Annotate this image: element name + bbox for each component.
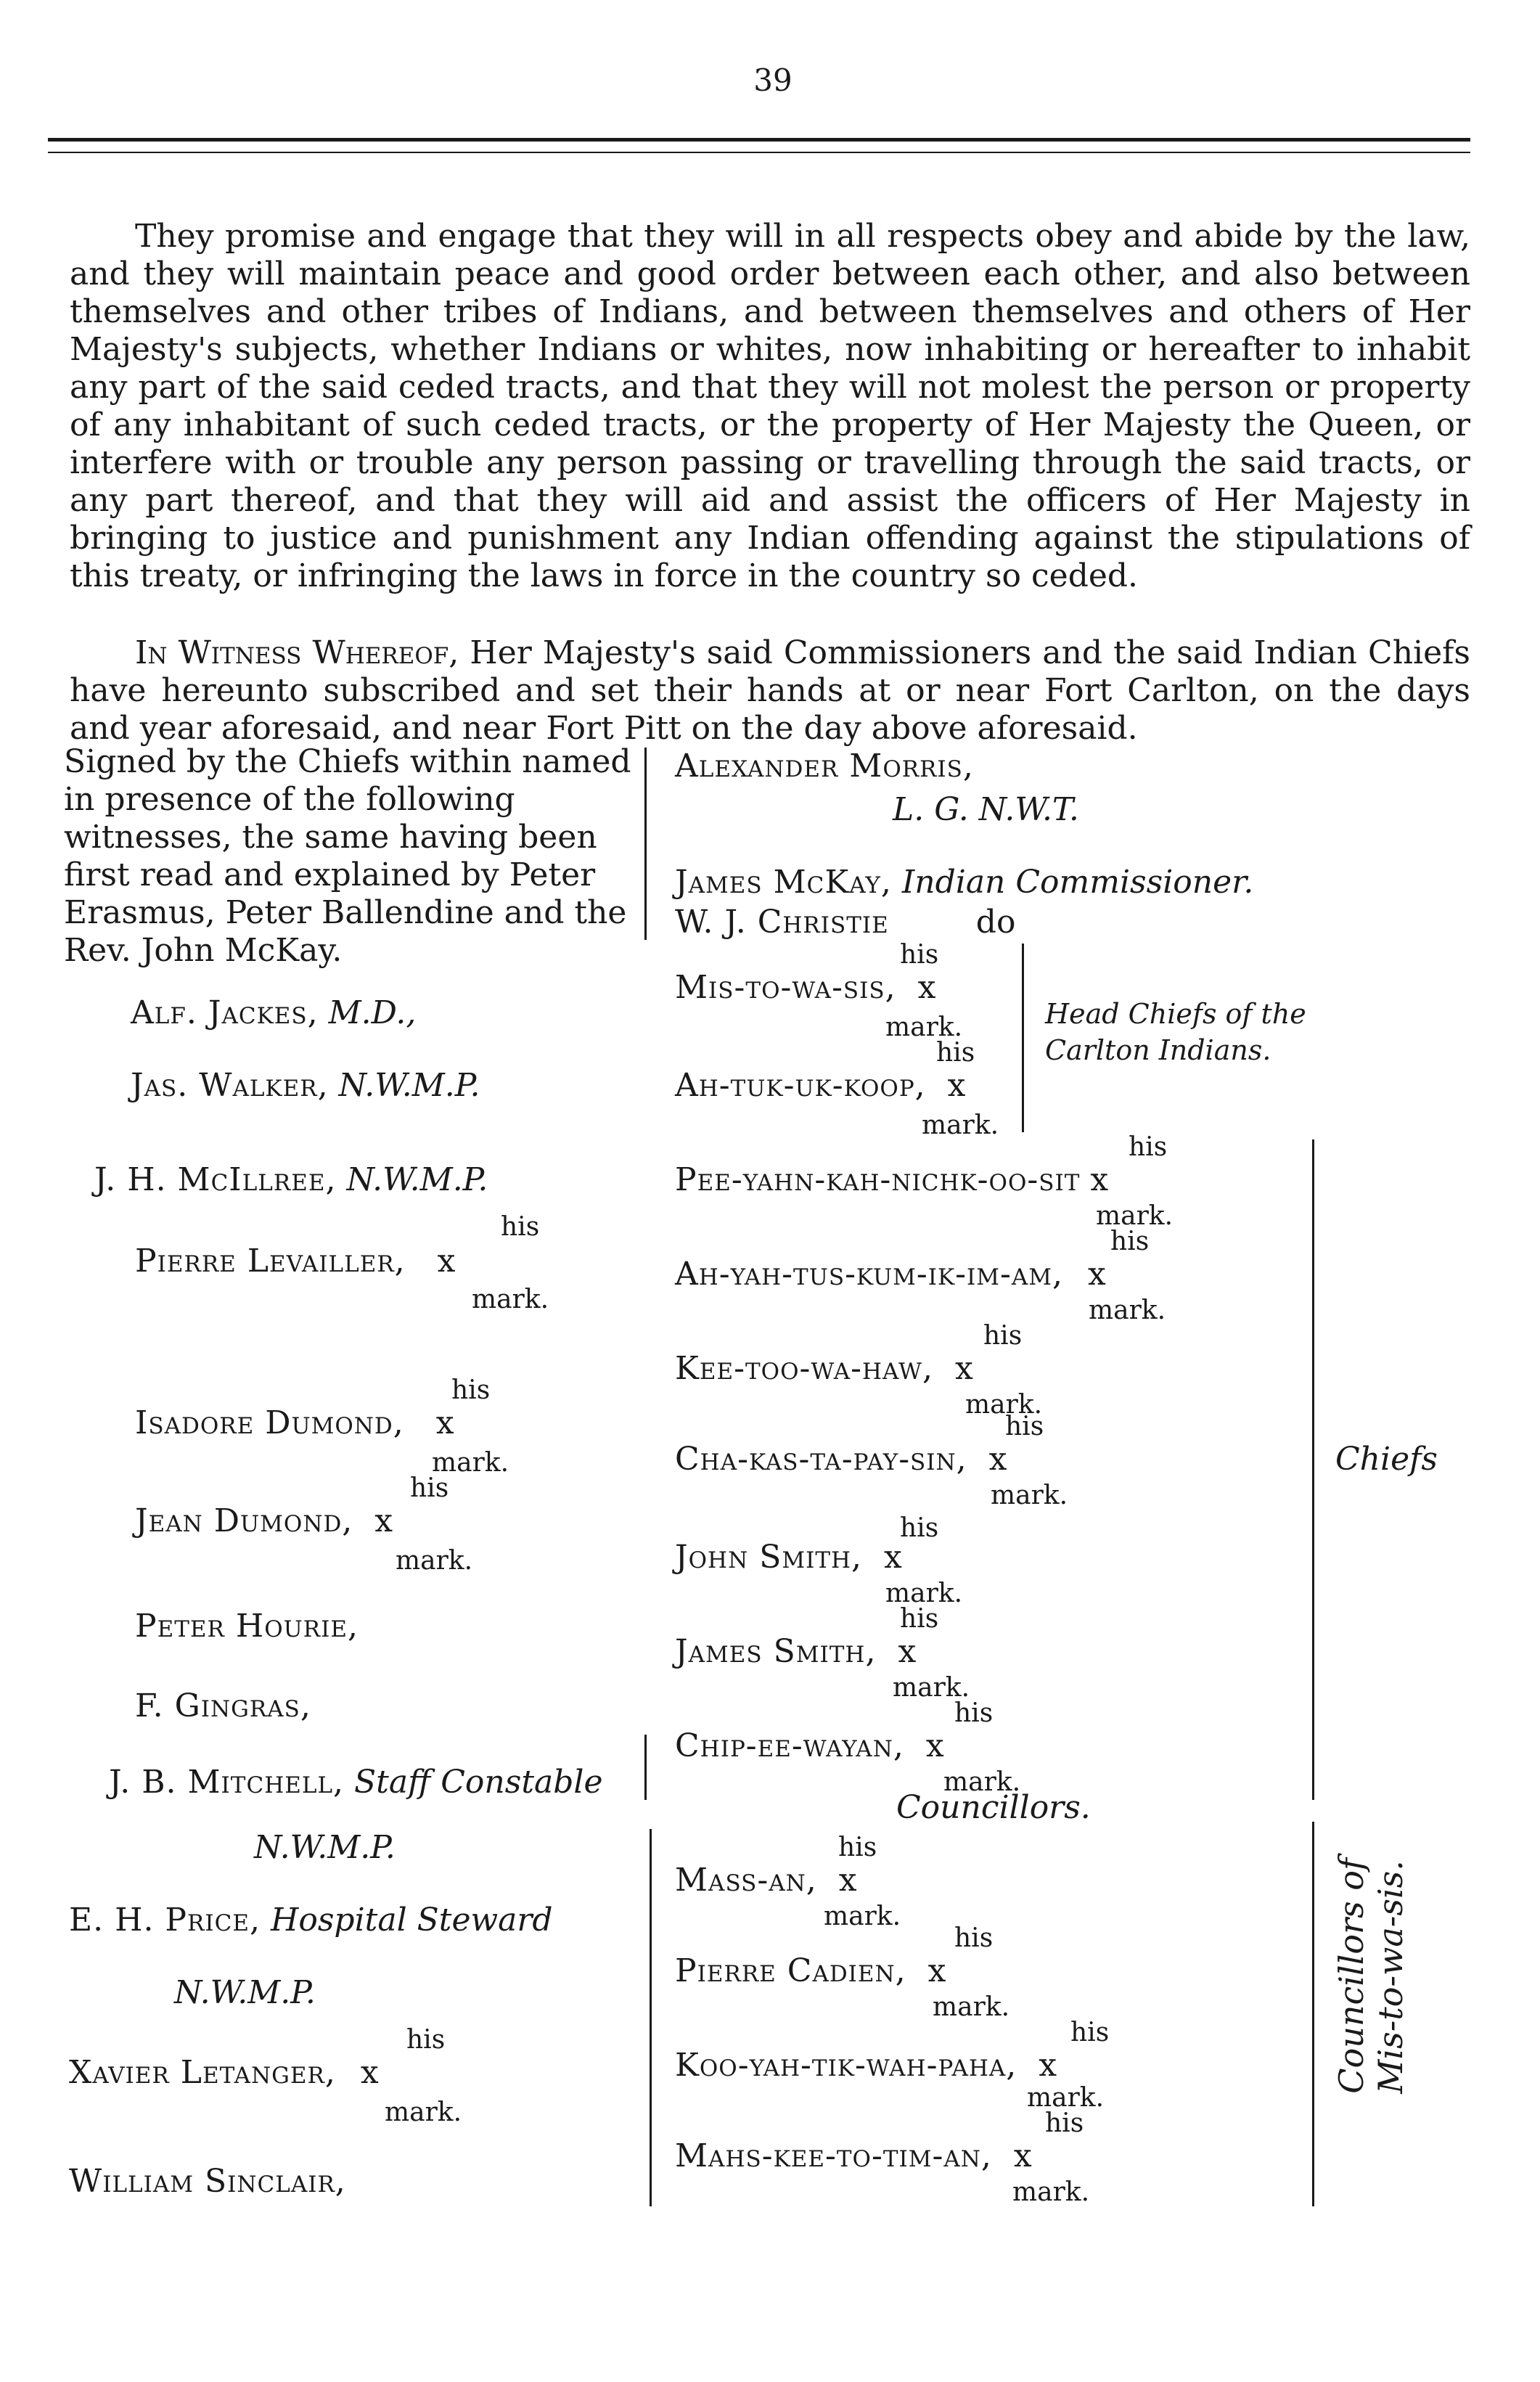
signatory-wj-christie: W. J. Christie do [675,904,1016,941]
signatory-pierre-cadien: Pierre Cadien, x [675,1952,946,1989]
witness-eh-price-force: N.W.M.P. [174,1974,316,2011]
signatory-ah-tuk-uk-koop: Ah-tuk-uk-koop, x [675,1067,966,1104]
mark-label: mark. [1027,2083,1105,2113]
signatory-james-mckay: James McKay, Indian Commissioner. [675,864,1254,901]
mark-label: mark. [385,2097,462,2127]
his-label: his [954,1923,994,1953]
mark-label: mark. [1096,1201,1174,1231]
mark-label: mark. [965,1390,1043,1420]
signatory-alexander-morris: Alexander Morris, [675,748,974,785]
mark-label: mark. [922,1110,999,1140]
in-witness-lead: In Witness Whereof, [135,634,459,671]
his-label: his [1045,2108,1084,2138]
his-label: his [900,940,939,970]
witness-jb-mitchell-force: N.W.M.P. [254,1829,396,1866]
his-label: his [1070,2018,1110,2047]
signatory-mass-an: Mass-an, x [675,1862,857,1899]
witness-f-gingras: F. Gingras, [135,1687,311,1724]
signatory-kee-too-wa-haw: Kee-too-wa-haw, x [675,1350,973,1387]
signatory-chip-ee-wayan: Chip-ee-wayan, x [675,1727,944,1764]
mark-label: mark. [1012,2177,1090,2207]
in-witness-paragraph [70,634,1470,748]
witness-statement: Signed by the Chiefs within named in presence of the following witnesses, the same having been first read and explained by Peter Erasmus, Peter Ballendine and the Rev. John McKay. [64,743,631,969]
signatory-ah-yah-tus-kum-ik-im-am: Ah-yah-tus-kum-ik-im-am, x [675,1256,1106,1293]
mark-label: mark. [396,1546,473,1576]
his-label: his [1005,1412,1044,1441]
witness-peter-hourie: Peter Hourie, [135,1608,359,1645]
witness-pierre-levailler: Pierre Levailler, x [135,1243,456,1280]
mark-label: mark. [885,1579,963,1608]
witness-isadore-dumond: Isadore Dumond, x [135,1404,454,1441]
mark-label: mark. [885,1012,963,1042]
his-label: his [936,1038,975,1068]
witness-alf-jackes: Alf. Jackes, M.D., [131,994,417,1031]
page-number: 39 [753,62,792,98]
mark-label: mark. [432,1448,509,1478]
councillors-right-brace [1312,1822,1314,2206]
his-label: his [900,1604,939,1634]
witness-mcillree: J. H. McIllree, N.W.M.P. [94,1161,488,1198]
in-witness-text: Her Majesty's said Commissioners and the said Indian Chiefs have hereunto subscribed and set their hands at or near Fort Carlton, on the days and year aforesaid, and near Fort Pitt on the day above aforesaid. [70,634,1471,747]
his-label: his [451,1375,491,1405]
councillors-of-label: Councillors of Mis-to-wa-sis. [1332,1858,1410,2094]
his-label: his [501,1212,540,1242]
chiefs-brace [1312,1139,1314,1800]
his-label: his [900,1513,939,1543]
councillors-heading: Councillors. [896,1789,1091,1826]
signatory-mahs-kee-to-tim-an: Mahs-kee-to-tim-an, x [675,2137,1032,2174]
treaty-obligation-paragraph: They promise and engage that they will in all respects obey and abide by the law, and they will maintain peace and good order between each other, and also between themselves and other tribes of Indians, and between themselves and others of Her Majesty's subjects, whether Indians or whites, now inhabiting or hereafter to inhabit any part of the said ceded tracts, and that they will not molest the person or property of any inhabitant of such ceded tracts, or the property of Her Majesty the Queen, or interfere with or trouble any person passing or travelling through the said tracts, or any part thereof, and that they will aid and assist the officers of Her Majesty in bringing to justice and punishment any Indian offending against the stipulations of this treaty, or infringing the laws in force in the country so ceded. [70,218,1470,594]
witness-xavier-letanger: Xavier Letanger, x [69,2054,379,2091]
witness-william-sinclair: William Sinclair, [69,2163,346,2200]
witness-jas-walker: Jas. Walker, N.W.M.P. [131,1067,480,1104]
mark-label: mark. [991,1481,1068,1510]
chiefs-label: Chiefs [1335,1441,1438,1478]
his-label: his [838,1833,877,1862]
his-label: his [406,2025,446,2055]
signatory-pee-yahn-kah-nichk-oo-sit: Pee-yahn-kah-nichk-oo-sit x [675,1161,1109,1198]
witness-jean-dumond: Jean Dumond, x [135,1502,393,1539]
signatory-alexander-morris-title: L. G. N.W.T. [893,791,1079,828]
signatory-koo-yah-tik-wah-paha: Koo-yah-tik-wah-paha, x [675,2047,1057,2084]
mark-label: mark. [824,1902,901,1931]
mark-label: mark. [472,1285,549,1314]
signatory-john-smith: John Smith, x [675,1539,902,1576]
witness-eh-price: E. H. Price, Hospital Steward [69,1902,553,1939]
signatory-james-smith: James Smith, x [675,1633,917,1670]
witness-statement-block [64,743,637,970]
his-label: his [410,1473,449,1503]
councillors-left-brace [650,1829,652,2206]
mark-label: mark. [893,1673,970,1703]
his-label: his [983,1321,1023,1351]
his-label: his [954,1698,994,1728]
head-chiefs-label-2: Carlton Indians. [1045,1034,1271,1066]
signatory-mis-to-wa-sis: Mis-to-wa-sis, x [675,969,936,1006]
mark-label: mark. [933,1992,1010,2022]
mark-label: mark. [943,1767,1021,1797]
head-chiefs-label-1: Head Chiefs of the [1045,998,1306,1030]
witness-jb-mitchell: J. B. Mitchell, Staff Constable [109,1764,603,1801]
header-double-rule [48,138,1470,153]
signatory-cha-kas-ta-pay-sin: Cha-kas-ta-pay-sin, x [675,1441,1007,1478]
his-label: his [1110,1227,1150,1256]
witness-list-brace [644,1735,647,1800]
his-label: his [1129,1132,1168,1162]
head-chiefs-brace [1022,944,1024,1132]
witness-statement-brace [644,748,647,940]
mark-label: mark. [1089,1296,1166,1325]
